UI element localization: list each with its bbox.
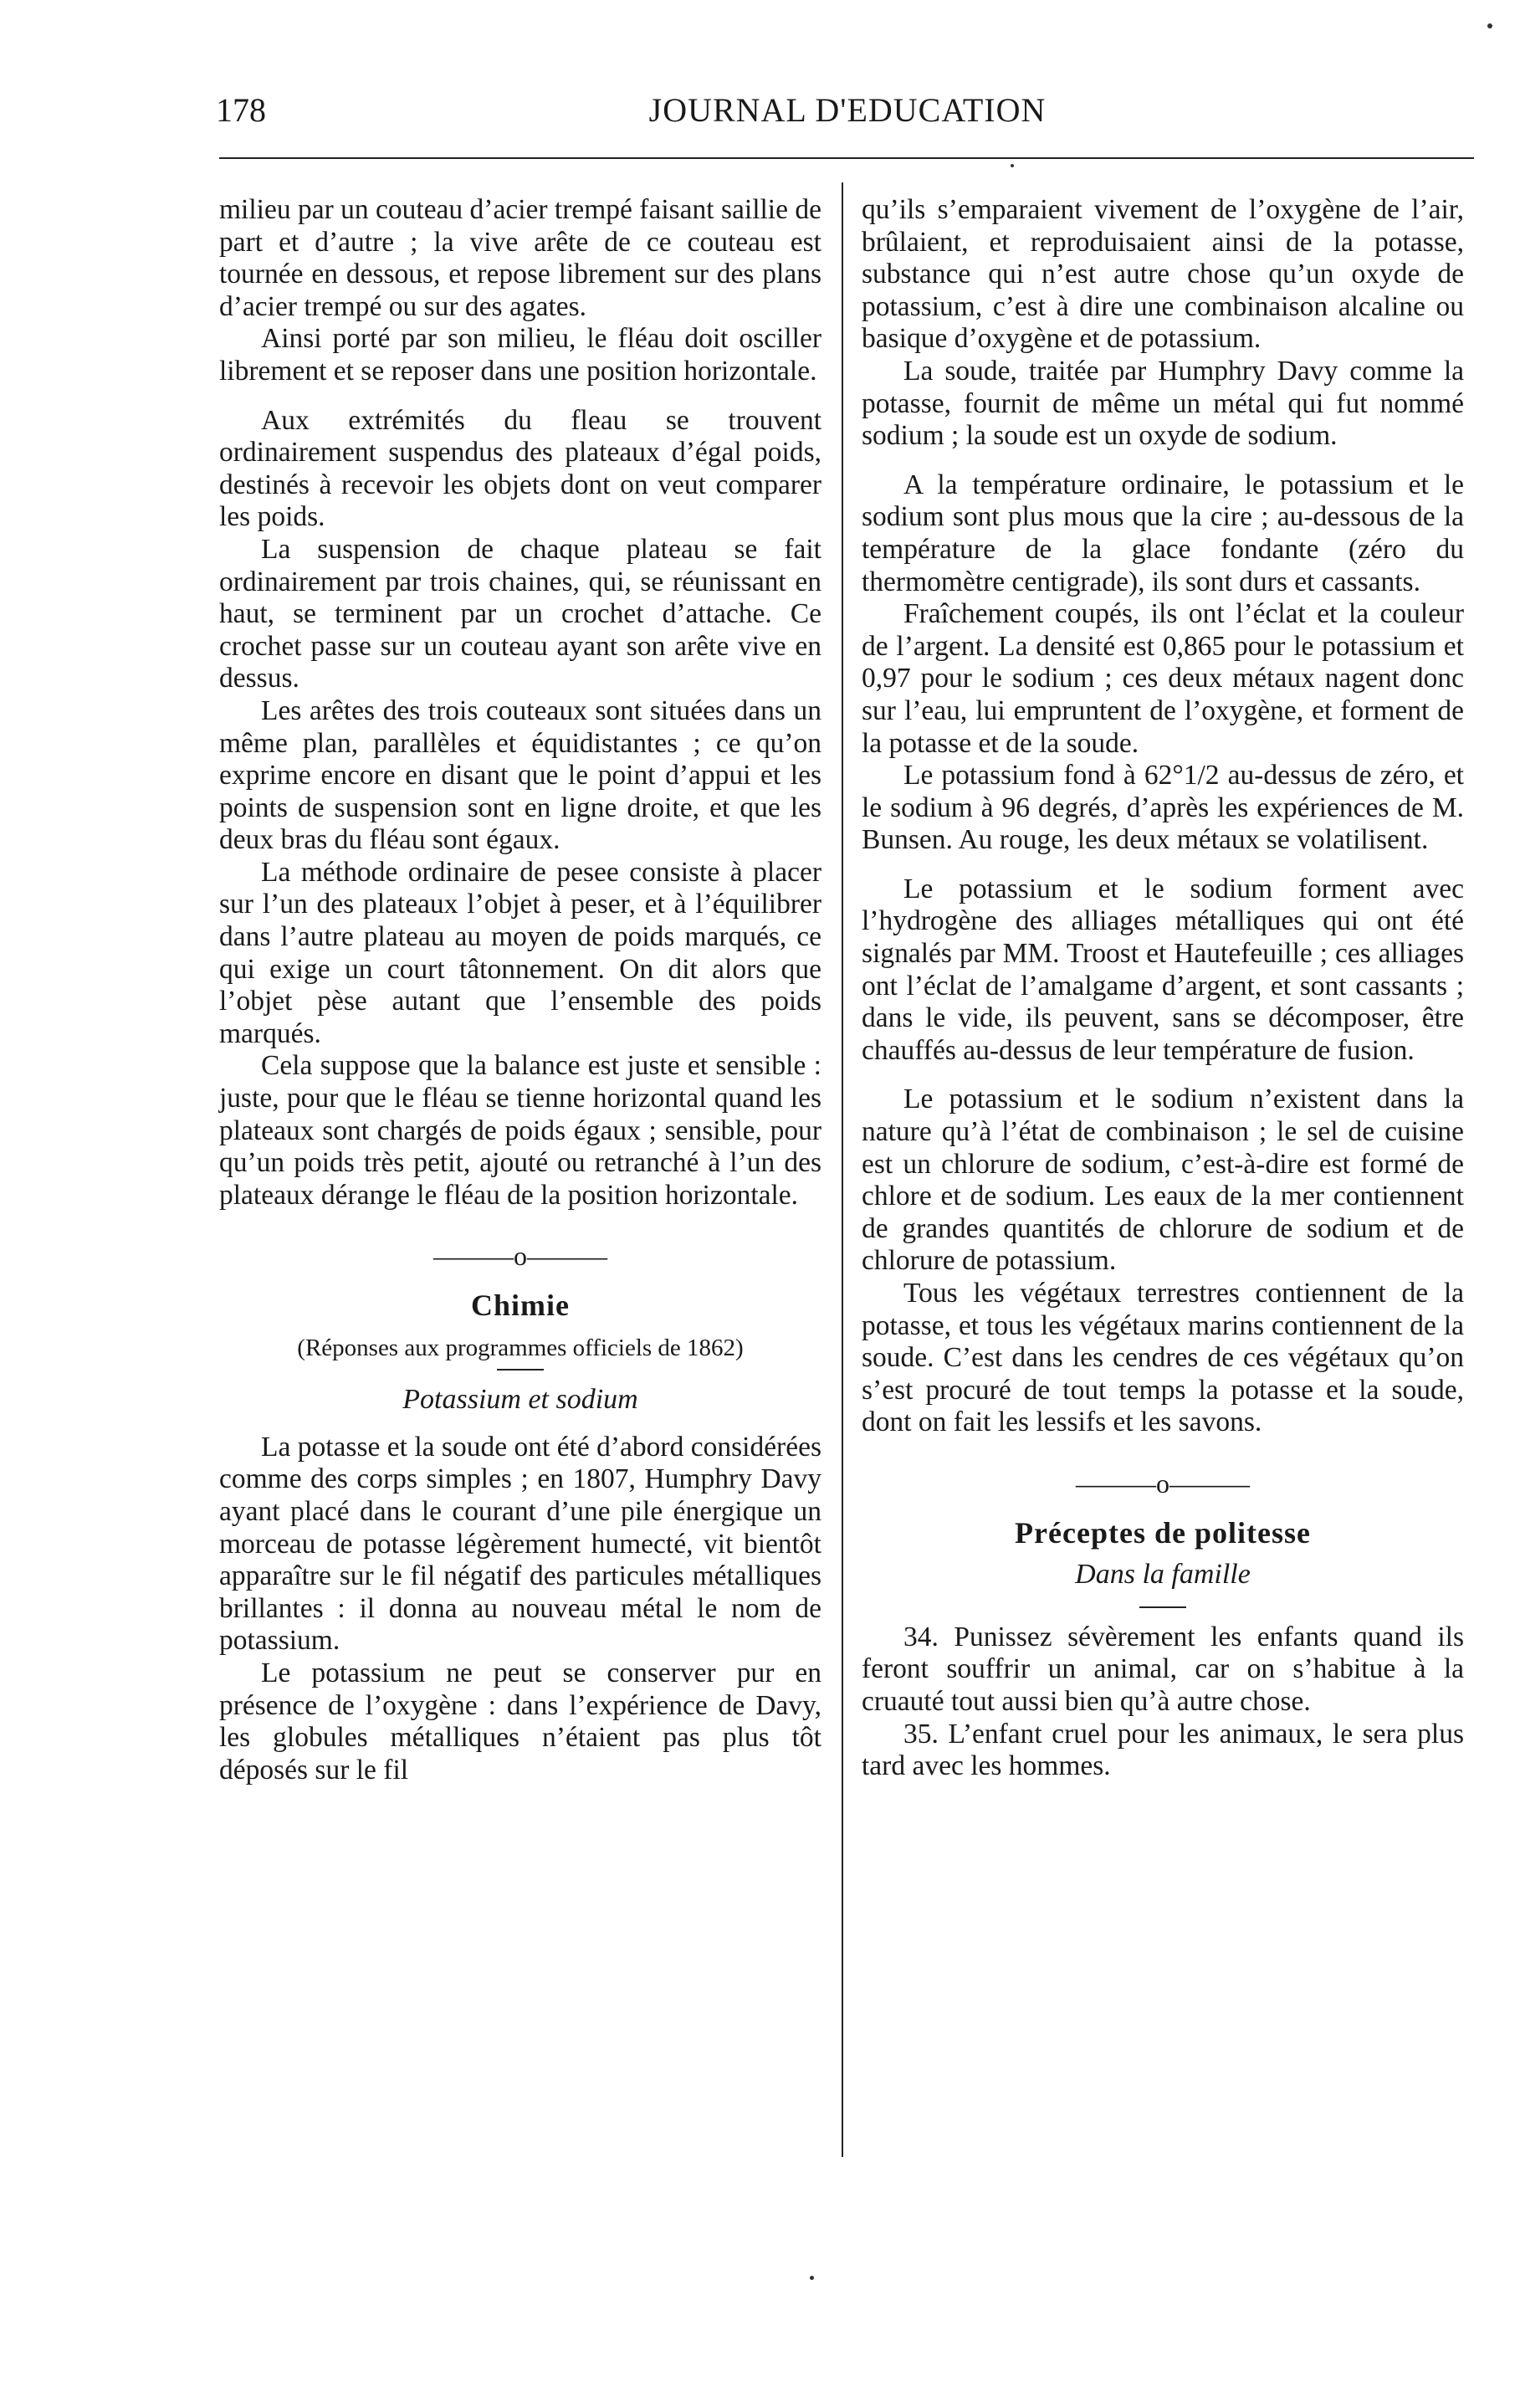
paragraph: La potasse et la soude ont été d’abord considérées comme des corps simples ; en 1807, Humphry Davy ayant placé dans le courant d’une pile énergique un morceau de potasse légèrement humecté, vit bientôt apparaître sur le fil négatif des particules métalliques brillantes : il donna au nouveau métal le nom de potassium. [219,1431,821,1657]
running-title: JOURNAL D'EDUCATION [648,91,1047,129]
paragraph: Le potassium fond à 62°1/2 au-dessus de zéro, et le sodium à 96 degrés, d’après les expériences de M. Bunsen. Au rouge, les deux métaux se volatilisent. [862,760,1464,856]
short-rule [1139,1606,1186,1608]
section-title-chimie: Chimie [471,1289,570,1322]
paragraph: Le potassium et le sodium n’existent dans la nature qu’à l’état de combinaison ; le sel de cuisine est un chlorure de sodium, c’est-à-dire est formé de chlore et de sodium. Les eaux de la mer contiennent de grandes quantités de chlorure de sodium et de chlorure de potassium. [862,1084,1464,1277]
page-header [216,90,1479,141]
header-rule [219,157,1474,159]
left-column [219,194,821,1786]
section-subtitle: Potassium et sodium [402,1384,638,1416]
paragraph: Ainsi porté par son milieu, le fléau doit osciller librement et se reposer dans une position horizontale. [219,323,821,387]
paragraph: Le potassium ne peut se conserver pur en présence de l’oxygène : dans l’expérience de Davy, les globules métalliques n’étaient pas plus tôt déposés sur le fil [219,1657,821,1786]
section-separator: ———o——— [433,1241,607,1272]
section-note: (Réponses aux programmes officiels de 1862) [297,1334,744,1361]
section-separator: ———o——— [1076,1468,1250,1499]
page-number: 178 [216,91,266,129]
right-column [862,194,1464,1783]
paragraph: Les arêtes des trois couteaux sont situées dans un même plan, parallèles et équidistantes ; ce qu’on exprime encore en disant que le point d’appui et les points de suspension sont en ligne droite, et que les deux bras du fléau sont égaux. [219,694,821,856]
paragraph: qu’ils s’emparaient vivement de l’oxygène de l’air, brûlaient, et reproduisaient ainsi de la potasse, substance qui n’est autre chose qu’un oxyde de potassium, c’est à dire une combinaison alcaline ou basique d’oxygène et de potassium. [862,194,1464,355]
speck-mark [1487,23,1492,28]
column-divider [842,182,843,2157]
paragraph: La suspension de chaque plateau se fait ordinairement par trois chaines, qui, se réunissant en haut, se terminent par un crochet d’attache. Ce crochet passe sur un couteau ayant son arête vive en dessus. [219,533,821,694]
paragraph: La soude, traitée par Humphry Davy comme la potasse, fournit de même un métal qui fut nommé sodium ; la soude est un oxyde de sodium. [862,355,1464,452]
paragraph: Aux extrémités du fleau se trouvent ordinairement suspendus des plateaux d’égal poids, destinés à recevoir les objets dont on veut comparer les poids. [219,404,821,533]
short-rule [497,1369,544,1371]
paragraph: Cela suppose que la balance est juste et sensible : juste, pour que le fléau se tienne horizontal quand les plateaux sont chargés de poids égaux ; sensible, pour qu’un poids très petit, ajouté ou retranché à l’un des plateaux dérange le fléau de la position horizontale. [219,1050,821,1211]
section-title-politesse: Préceptes de politesse [1015,1515,1311,1550]
paragraph: 34. Punissez sévèrement les enfants quand ils feront souffrir un animal, car on s’habitue à la cruauté tout aussi bien qu’à autre chose. [862,1621,1464,1717]
paragraph: La méthode ordinaire de pesee consiste à placer sur l’un des plateaux l’objet à peser, et à l’équilibrer dans l’autre plateau au moyen de poids marqués, ce qui exige un court tâtonnement. On dit alors que l’objet pèse autant que l’ensemble des poids marqués. [219,856,821,1049]
paragraph: 35. L’enfant cruel pour les animaux, le sera plus tard avec les hommes. [862,1718,1464,1782]
speck-mark [810,2276,814,2280]
paragraph: Le potassium et le sodium forment avec l’hydrogène des alliages métalliques qui ont été signalés par MM. Troost et Hautefeuille ; ces alliages ont l’éclat de l’amalgame d’argent, et sont cassants ; dans le vide, ils peuvent, sans se décomposer, être chauffés au-dessus de leur température de fusion. [862,873,1464,1066]
speck-mark [1011,164,1014,167]
paragraph: Tous les végétaux terrestres contiennent de la potasse, et tous les végétaux marins contiennent de la soude. C’est dans les cendres de ces végétaux qu’on s’est procuré de tout temps la potasse et la soude, dont on fait les lessifs et les savons. [862,1278,1464,1438]
section-subtitle: Dans la famille [1075,1559,1251,1591]
paragraph: A la température ordinaire, le potassium et le sodium sont plus mous que la cire ; au-dessous de la température de la glace fondante (zéro du thermomètre centigrade), ils sont durs et cassants. [862,469,1464,597]
paragraph: milieu par un couteau d’acier trempé faisant saillie de part et d’autre ; la vive arête de ce couteau est tournée en dessous, et repose librement sur des plans d’acier trempé ou sur des agates. [219,194,821,322]
paragraph: Fraîchement coupés, ils ont l’éclat et la couleur de l’argent. La densité est 0,865 pour le potassium et 0,97 pour le sodium ; ces deux métaux nagent donc sur l’eau, lui empruntent de l’oxygène, et forment de la potasse et de la soude. [862,598,1464,759]
